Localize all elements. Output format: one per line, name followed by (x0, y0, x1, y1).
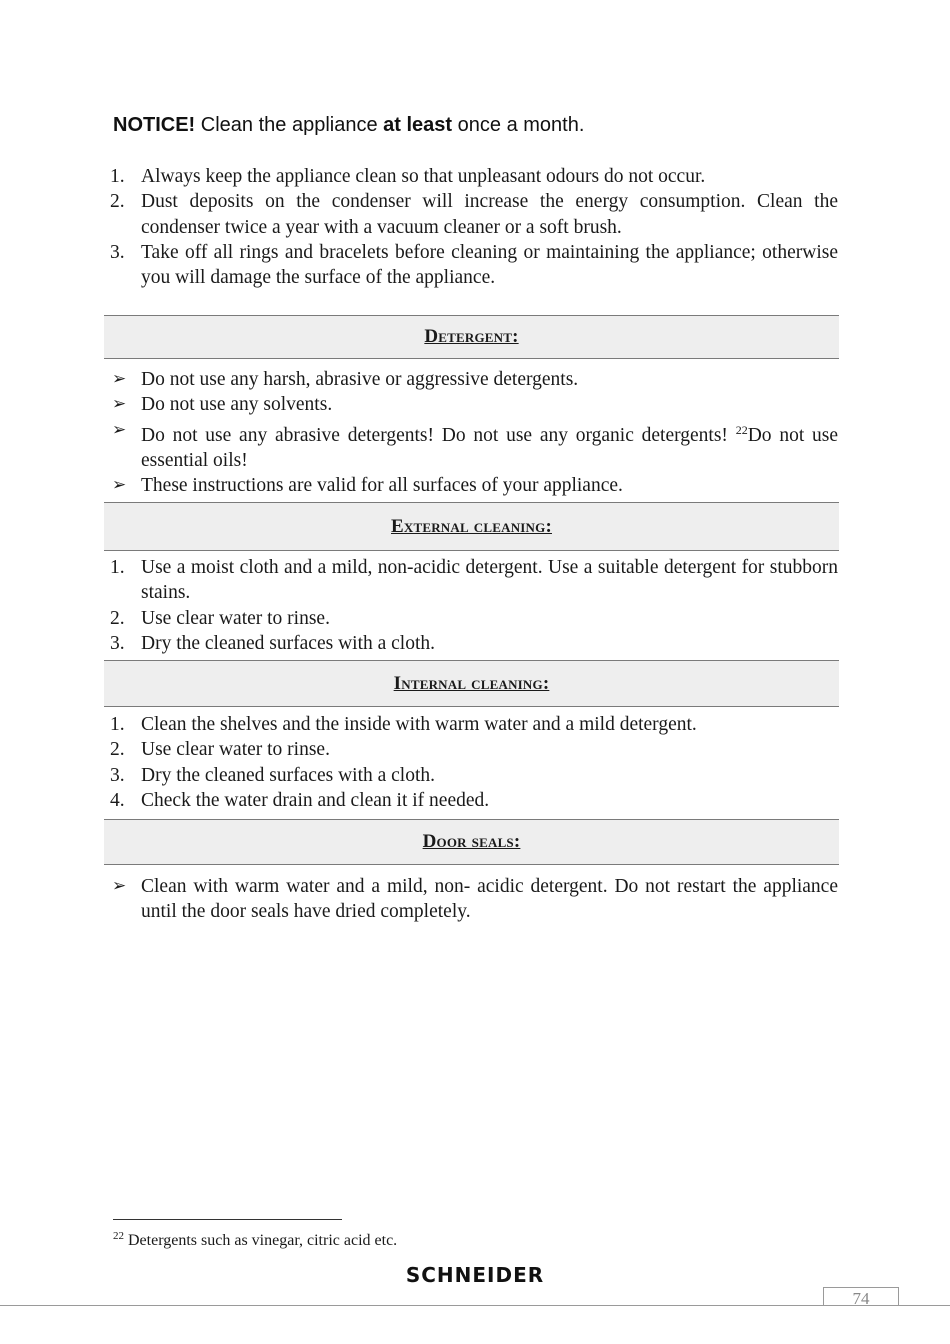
list-item (110, 606, 838, 631)
door-seals-heading: Door seals: (422, 831, 521, 852)
item-number: 2. (110, 607, 125, 629)
item-number: 1. (110, 166, 125, 187)
item-text: Use clear water to rinse. (141, 607, 330, 629)
external-heading-bar (104, 502, 839, 551)
item-text: Dust deposits on the condenser will increase the energy consumption. Clean the condenser twice a year with a vacuum cleaner or a soft brush. (141, 191, 838, 238)
detergent-heading-bar (104, 315, 839, 359)
item-text: Check the water drain and clean it if needed. (141, 789, 490, 811)
list-item (110, 712, 838, 737)
list-item (110, 418, 838, 474)
item-text: Use clear water to rinse. (141, 739, 330, 761)
item-text: Take off all rings and bracelets before cleaning or maintaining the appliance; otherwise you will damage the surface of the appliance. (141, 241, 838, 289)
item-text: Clean with warm water and a mild, non- acidic detergent. Do not restart the appliance until the door seals have dried completely. (141, 876, 838, 923)
brand-logo: SCHNEIDER (405, 1263, 545, 1287)
item-number: 2. (110, 191, 125, 213)
item-number: 2. (110, 739, 125, 761)
item-number: 3. (110, 241, 125, 263)
footnote-reference: 22 (735, 422, 748, 437)
footnote-text: Detergents such as vinegar, citric acid etc. (128, 1232, 398, 1249)
item-number: 4. (110, 789, 125, 811)
list-item (110, 631, 838, 656)
detergent-list (110, 367, 838, 498)
arrowhead-bullet-icon: ➢ (112, 394, 127, 415)
list-item (110, 874, 838, 925)
list-item (110, 763, 838, 788)
list-item (110, 473, 838, 498)
notice-emphasis: at least (383, 114, 453, 136)
item-number: 3. (110, 764, 125, 786)
item-text-part: Do not use any abrasive detergents! Do not use any organic detergents! (141, 424, 728, 446)
notice-line (113, 114, 584, 137)
page-number: 74 (823, 1287, 899, 1305)
external-list (110, 555, 838, 656)
arrowhead-bullet-icon: ➢ (112, 369, 127, 389)
detergent-heading: Detergent: (424, 326, 519, 347)
door-seals-list (110, 874, 838, 925)
item-text-part: Do not use essential oils! (141, 424, 839, 471)
list-item (110, 367, 838, 392)
internal-heading-bar (104, 660, 839, 707)
item-text: Always keep the appliance clean so that unpleasant odours do not occur. (141, 166, 706, 187)
internal-heading: Internal cleaning: (393, 673, 550, 694)
item-number: 1. (110, 714, 125, 735)
item-text: Dry the cleaned surfaces with a cloth. (141, 764, 436, 786)
list-item (110, 164, 838, 189)
item-text: These instructions are valid for all surfaces of your appliance. (141, 475, 623, 497)
footer-divider (0, 1305, 950, 1306)
footnote-number: 22 (113, 1230, 124, 1242)
item-text: Dry the cleaned surfaces with a cloth. (141, 632, 436, 654)
footnote-divider (113, 1219, 342, 1220)
item-number: 1. (110, 557, 125, 578)
list-item (110, 189, 838, 240)
intro-list (110, 164, 838, 290)
arrowhead-bullet-icon: ➢ (112, 419, 127, 440)
list-item (110, 240, 838, 291)
arrowhead-bullet-icon: ➢ (112, 876, 127, 896)
item-text: Clean the shelves and the inside with warm water and a mild detergent. (141, 714, 697, 735)
notice-label: NOTICE! (113, 114, 196, 136)
notice-text-after: once a month. (457, 114, 585, 136)
list-item (110, 392, 838, 417)
item-number: 3. (110, 632, 125, 654)
notice-text-before: Clean the appliance (200, 114, 378, 136)
arrowhead-bullet-icon: ➢ (112, 475, 127, 496)
list-item (110, 788, 838, 813)
list-item (110, 737, 838, 762)
footnote (113, 1230, 397, 1250)
item-text: Do not use any harsh, abrasive or aggressive detergents. (141, 369, 579, 390)
item-text: Use a moist cloth and a mild, non-acidic detergent. Use a suitable detergent for stubborn stains. (141, 557, 838, 604)
door-seals-heading-bar (104, 819, 839, 865)
internal-list (110, 712, 838, 813)
item-text: Do not use any solvents. (141, 394, 333, 416)
external-heading: External cleaning: (391, 516, 552, 537)
list-item (110, 555, 838, 606)
